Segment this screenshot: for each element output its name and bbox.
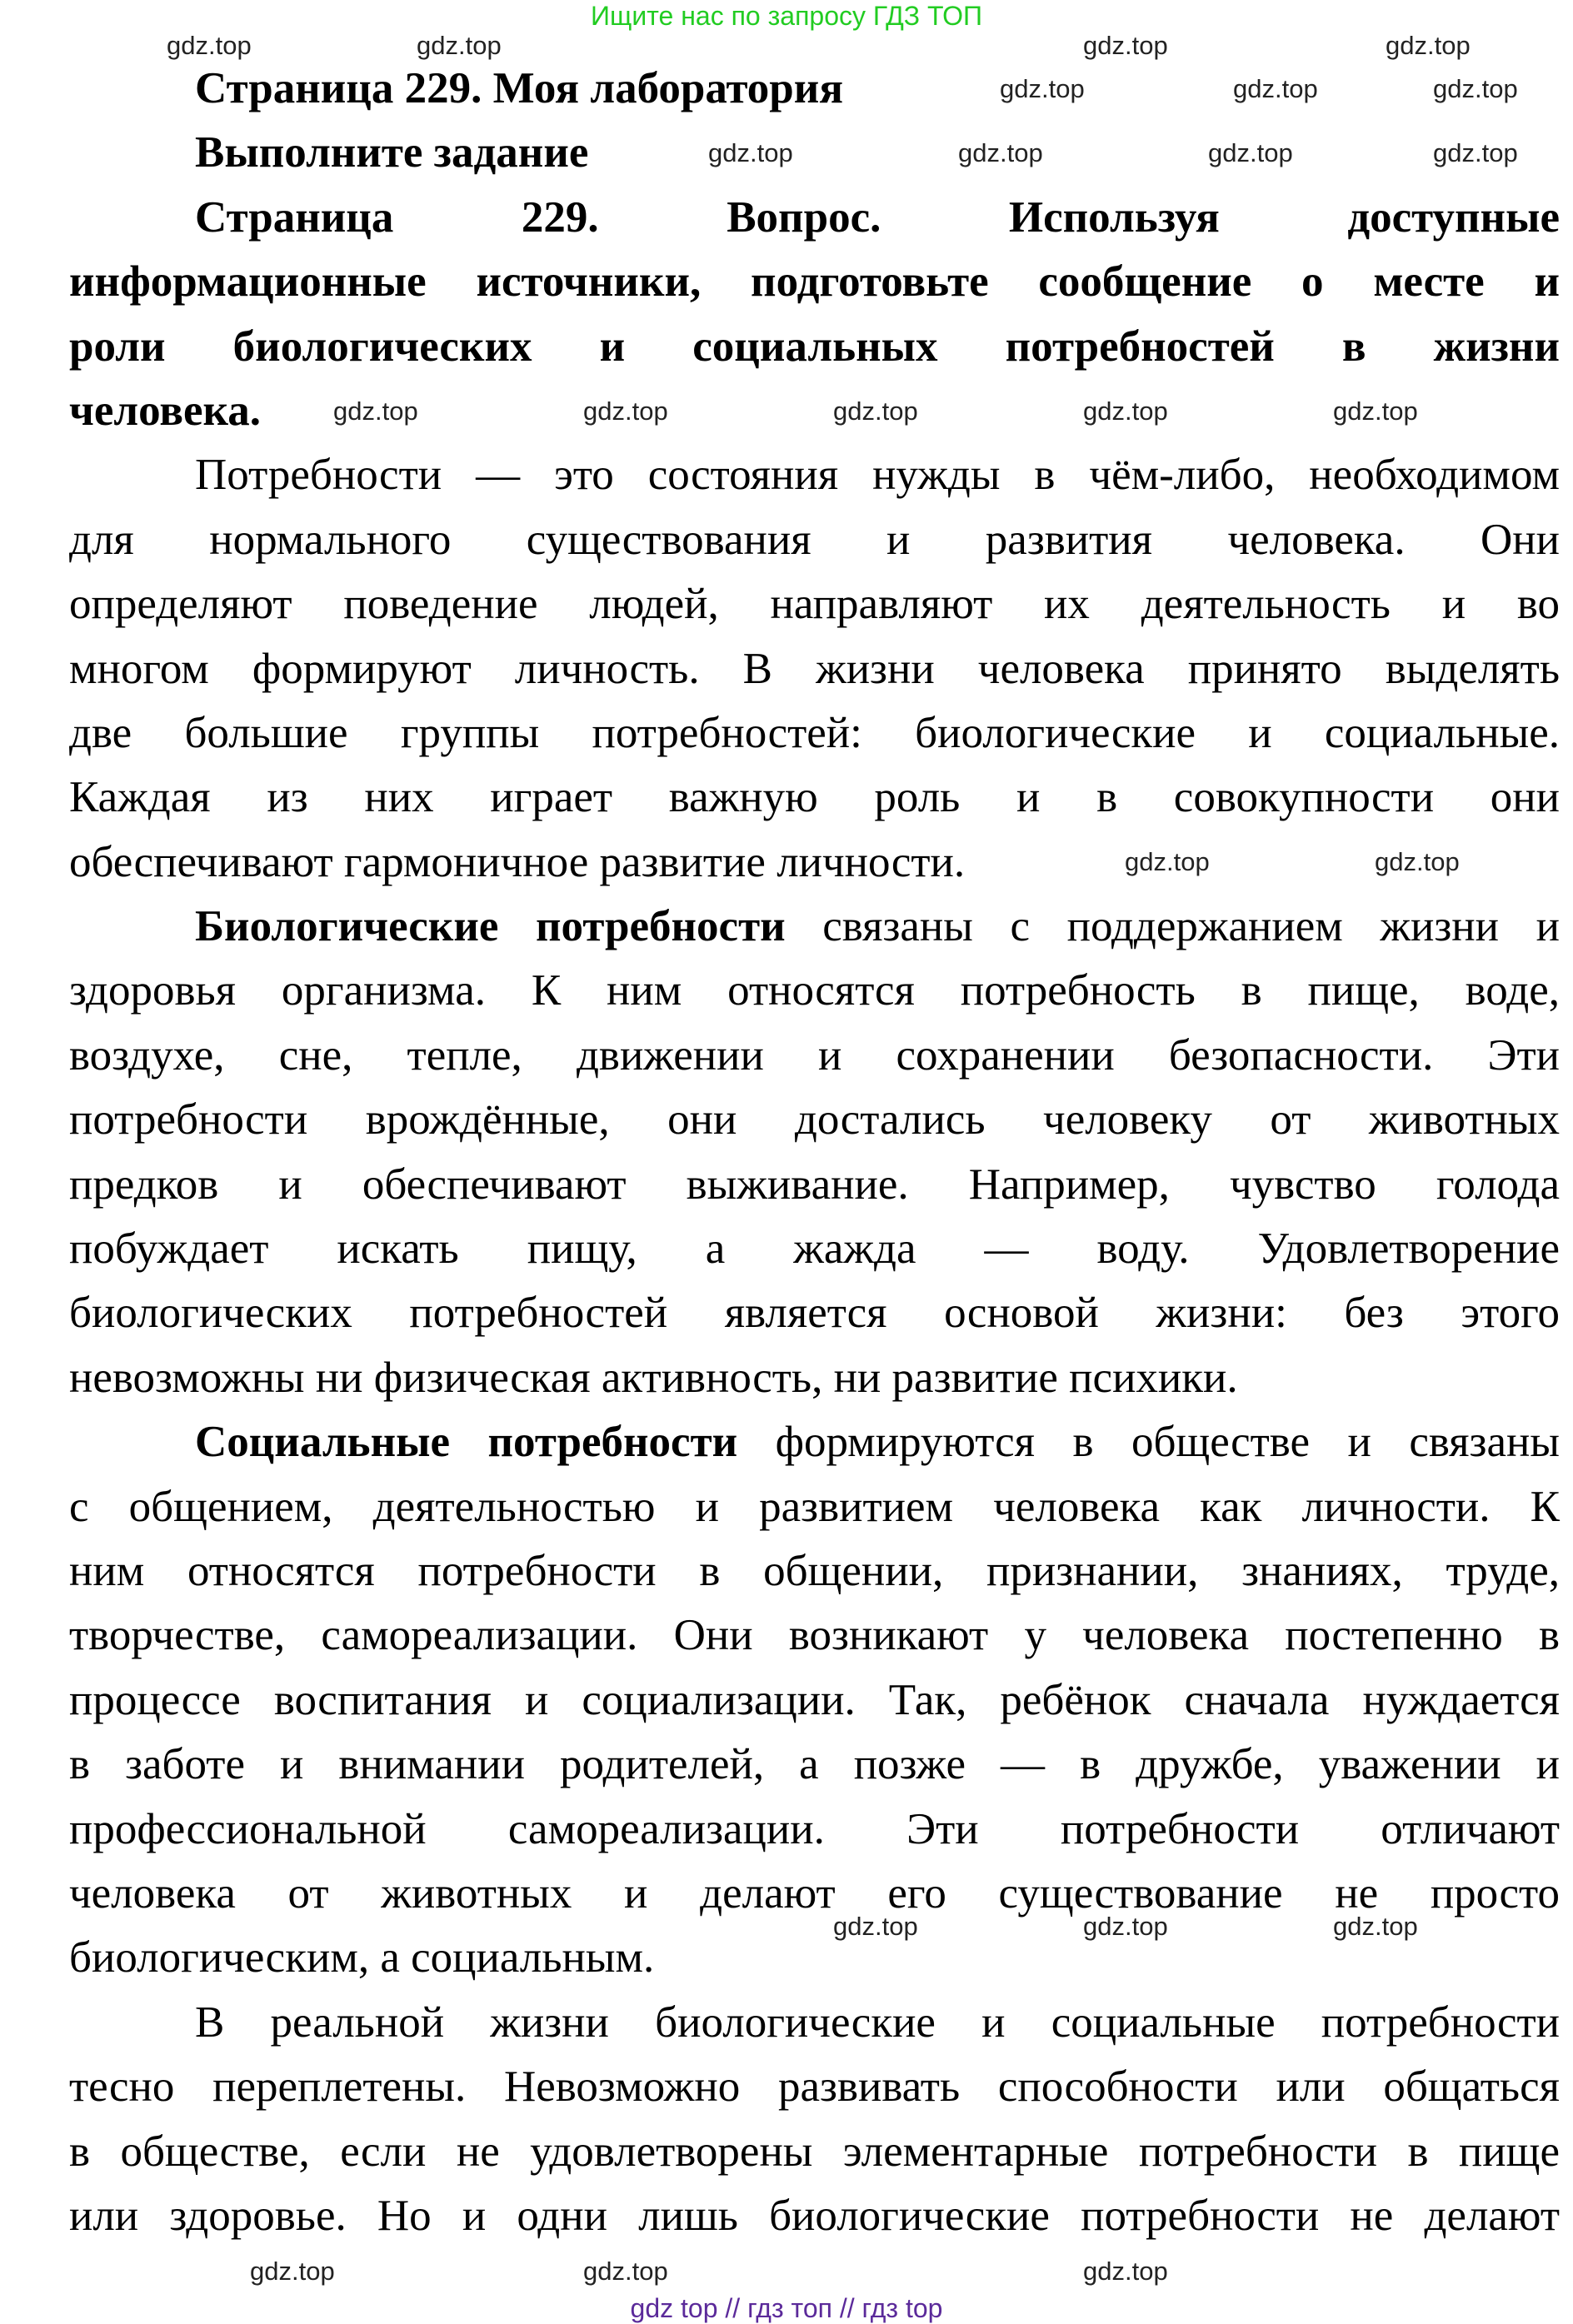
heading-line — [69, 186, 1560, 250]
text-line — [69, 1733, 1560, 1797]
watermark: gdz.top — [1333, 1912, 1418, 1941]
watermark: gdz.top — [1125, 847, 1210, 876]
bold-text: человека. — [69, 386, 261, 435]
text-line — [69, 1281, 1560, 1345]
watermark: gdz.top — [1083, 1912, 1168, 1941]
text-segment: профессиональной самореализации. Эти потребности отличают — [69, 1804, 1560, 1853]
text-line — [69, 443, 1560, 507]
search-banner: Ищите нас по запросу ГДЗ ТОП — [591, 1, 982, 31]
text-line — [69, 1798, 1560, 1862]
text-line — [69, 2055, 1560, 2119]
text-segment: Потребности — это состояния нужды в чём-либо, необходимом — [195, 451, 1560, 500]
text-segment: здоровья организма. К ним относятся потребность в пище, воде, — [69, 966, 1560, 1015]
watermark: gdz.top — [1375, 847, 1460, 876]
text-line — [69, 895, 1560, 959]
watermark: gdz.top — [1000, 74, 1085, 103]
text-segment: побуждает искать пищу, а жажда — воду. Удовлетворение — [69, 1224, 1560, 1274]
text-line — [69, 1024, 1560, 1088]
watermark: gdz.top — [250, 2257, 335, 2286]
text-segment: предков и обеспечивают выживание. Например, чувство голода — [69, 1160, 1560, 1209]
watermark: gdz.top — [1208, 138, 1293, 167]
text-line — [69, 2120, 1560, 2184]
text-segment: процессе воспитания и социализации. Так, ребёнок сначала нуждается — [69, 1675, 1560, 1724]
watermark: gdz.top — [1083, 2257, 1168, 2286]
text-segment: определяют поведение людей, направляют их деятельность и во — [69, 580, 1560, 629]
text-line — [69, 2184, 1560, 2248]
text-segment: с общением, деятельностью и развитием человека как личности. К — [69, 1482, 1560, 1531]
bold-text: Выполните задание — [195, 128, 589, 177]
text-line — [69, 508, 1560, 572]
heading-line — [69, 315, 1560, 379]
watermark: gdz.top — [417, 31, 502, 60]
text-segment: в обществе, если не удовлетворены элементарные потребности в пище — [69, 2127, 1560, 2176]
text-line — [69, 1153, 1560, 1217]
text-line — [69, 637, 1560, 701]
text-segment: человека от животных и делают его существование не просто — [69, 1868, 1560, 1918]
text-segment: биологическим, а социальным. — [69, 1933, 655, 1982]
text-segment: связаны с поддержанием жизни и — [785, 902, 1560, 951]
text-line — [69, 766, 1560, 830]
bold-text: информационные источники, подготовьте сообщение о месте и — [69, 257, 1560, 307]
watermark: gdz.top — [583, 2257, 668, 2286]
watermark: gdz.top — [833, 1912, 918, 1941]
heading-line — [69, 57, 1560, 121]
text-line — [69, 1603, 1560, 1668]
text-segment: или здоровье. Но и одни лишь биологические потребности не делают — [69, 2191, 1560, 2240]
text-line — [69, 1410, 1560, 1474]
watermark: gdz.top — [1433, 74, 1518, 103]
text-segment: В реальной жизни биологические и социальные потребности — [195, 1997, 1560, 2047]
bold-text: роли биологических и социальных потребностей в жизни — [69, 322, 1560, 371]
watermark: gdz.top — [833, 396, 918, 426]
text-line — [69, 959, 1560, 1023]
text-segment: невозможны ни физическая активность, ни развитие психики. — [69, 1353, 1238, 1402]
watermark: gdz.top — [167, 31, 252, 60]
text-line — [69, 1346, 1560, 1410]
watermark: gdz.top — [1083, 31, 1168, 60]
text-segment: для нормального существования и развития человека. Они — [69, 515, 1560, 564]
text-segment: формируются в обществе и связаны — [737, 1418, 1560, 1467]
text-line — [69, 1991, 1560, 2055]
bold-text: Социальные потребности — [195, 1418, 738, 1467]
text-segment: воздухе, сне, тепле, движении и сохранении безопасности. Эти — [69, 1030, 1560, 1080]
text-line — [69, 1217, 1560, 1281]
watermark: gdz.top — [958, 138, 1043, 167]
bold-text: Биологические потребности — [195, 902, 786, 951]
text-line — [69, 1088, 1560, 1152]
watermark: gdz.top — [1233, 74, 1318, 103]
watermark: gdz.top — [1333, 396, 1418, 426]
text-segment: тесно переплетены. Невозможно развивать способности или общаться — [69, 2062, 1560, 2112]
text-segment: в заботе и внимании родителей, а позже — в дружбе, уважении и — [69, 1740, 1560, 1789]
text-line — [69, 701, 1560, 766]
watermark: gdz.top — [583, 396, 668, 426]
bold-text: Страница 229. Моя лаборатория — [195, 64, 843, 112]
heading-line — [69, 121, 1560, 185]
text-line — [69, 1539, 1560, 1603]
bold-text: Страница 229. Вопрос. Используя доступные — [195, 192, 1560, 242]
text-segment: ним относятся потребности в общении, признании, знаниях, труде, — [69, 1546, 1560, 1595]
watermark: gdz.top — [1433, 138, 1518, 167]
text-segment: потребности врождённые, они достались человеку от животных — [69, 1095, 1560, 1145]
watermark: gdz.top — [1083, 396, 1168, 426]
text-segment: Каждая из них играет важную роль и в совокупности они — [69, 773, 1560, 822]
watermark: gdz.top — [708, 138, 793, 167]
text-line — [69, 572, 1560, 636]
text-segment: обеспечивают гармоничное развитие личности. — [69, 837, 966, 886]
text-line — [69, 830, 1560, 895]
watermark: gdz.top — [333, 396, 418, 426]
watermark: gdz.top — [1386, 31, 1471, 60]
footer-banner: gdz top // гдз топ // гдз top — [630, 2293, 943, 2323]
text-segment: творчестве, самореализации. Они возникают у человека постепенно в — [69, 1611, 1560, 1660]
text-line — [69, 1475, 1560, 1539]
text-segment: две большие группы потребностей: биологические и социальные. — [69, 708, 1560, 757]
heading-line — [69, 250, 1560, 314]
text-line — [69, 1668, 1560, 1733]
text-segment: биологических потребностей является основой жизни: без этого — [69, 1289, 1560, 1338]
text-segment: многом формируют личность. В жизни человека принято выделять — [69, 644, 1560, 693]
